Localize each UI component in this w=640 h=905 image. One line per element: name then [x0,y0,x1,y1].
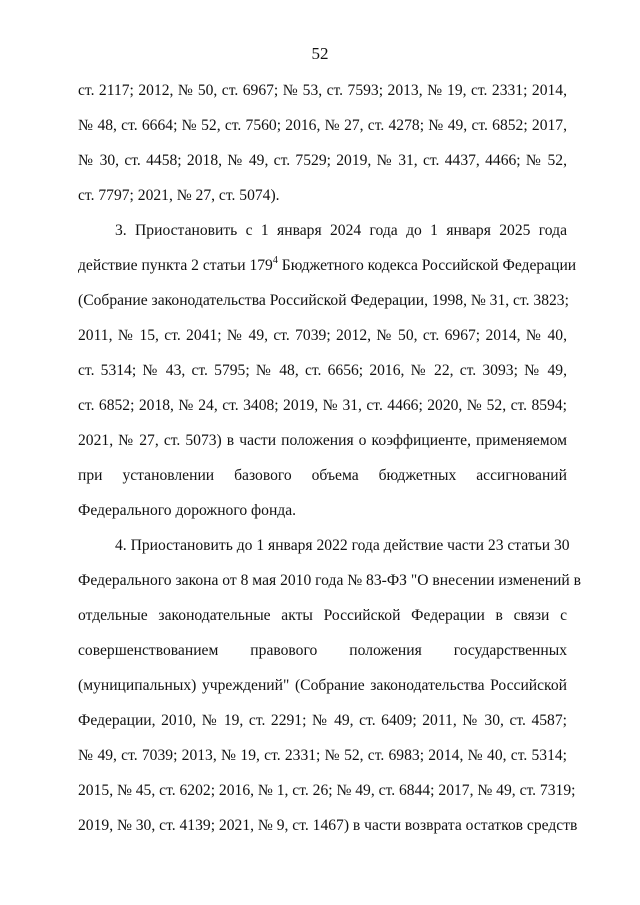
page-number: 52 [311,44,329,63]
text-line: ст. 7797; 2021, № 27, ст. 5074). [78,187,280,204]
text-line-with-superscript [78,254,577,276]
text-line: отдельные законодательные акты Российской Федерации в связи с [78,607,567,624]
text-line: № 48, ст. 6664; № 52, ст. 7560; 2016, № 27, ст. 4278; № 49, ст. 6852; 2017, [78,117,567,134]
text-line: Федерации, 2010, № 19, ст. 2291; № 49, ст. 6409; 2011, № 30, ст. 4587; [78,712,567,729]
text-line: ст. 5314; № 43, ст. 5795; № 48, ст. 6656; 2016, № 22, ст. 3093; № 49, [78,362,567,379]
paragraph-3-start: 3. Приостановить с 1 января 2024 года до 1 января 2025 года [115,222,567,239]
text-line: (муниципальных) учреждений" (Собрание законодательства Российской [78,677,567,694]
paragraph-4-start: 4. Приостановить до 1 января 2022 года действие части 23 статьи 30 [115,537,570,554]
text-line: № 49, ст. 7039; 2013, № 19, ст. 2331; № 52, ст. 6983; 2014, № 40, ст. 5314; [78,747,567,764]
text-line: № 30, ст. 4458; 2018, № 49, ст. 7529; 2019, № 31, ст. 4437, 4466; № 52, [78,152,567,169]
text-line: Федерального дорожного фонда. [78,502,297,519]
text-line: 2011, № 15, ст. 2041; № 49, ст. 7039; 2012, № 50, ст. 6967; 2014, № 40, [78,327,567,344]
text-line: (Собрание законодательства Российской Федерации, 1998, № 31, ст. 3823; [78,292,569,309]
text-line: 2019, № 30, ст. 4139; 2021, № 9, ст. 1467) в части возврата остатков средств [78,817,578,834]
text-fragment: действие пункта 2 статьи 179 [78,257,273,274]
superscript: 4 [272,254,278,266]
text-line: ст. 2117; 2012, № 50, ст. 6967; № 53, ст. 7593; 2013, № 19, ст. 2331; 2014, [78,82,567,99]
text-fragment: Бюджетного кодекса Российской Федерации [277,257,577,274]
text-line: 2015, № 45, ст. 6202; 2016, № 1, ст. 26; № 49, ст. 6844; 2017, № 49, ст. 7319; [78,782,576,799]
text-line: совершенствованием правового положения государственных [78,642,567,659]
text-line: ст. 6852; 2018, № 24, ст. 3408; 2019, № 31, ст. 4466; 2020, № 52, ст. 8594; [78,397,567,414]
text-line: при установлении базового объема бюджетных ассигнований [78,467,567,484]
text-line: 2021, № 27, ст. 5073) в части положения о коэффициенте, применяемом [78,432,567,449]
text-line: Федерального закона от 8 мая 2010 года № 83-ФЗ "О внесении изменений в [78,572,581,589]
